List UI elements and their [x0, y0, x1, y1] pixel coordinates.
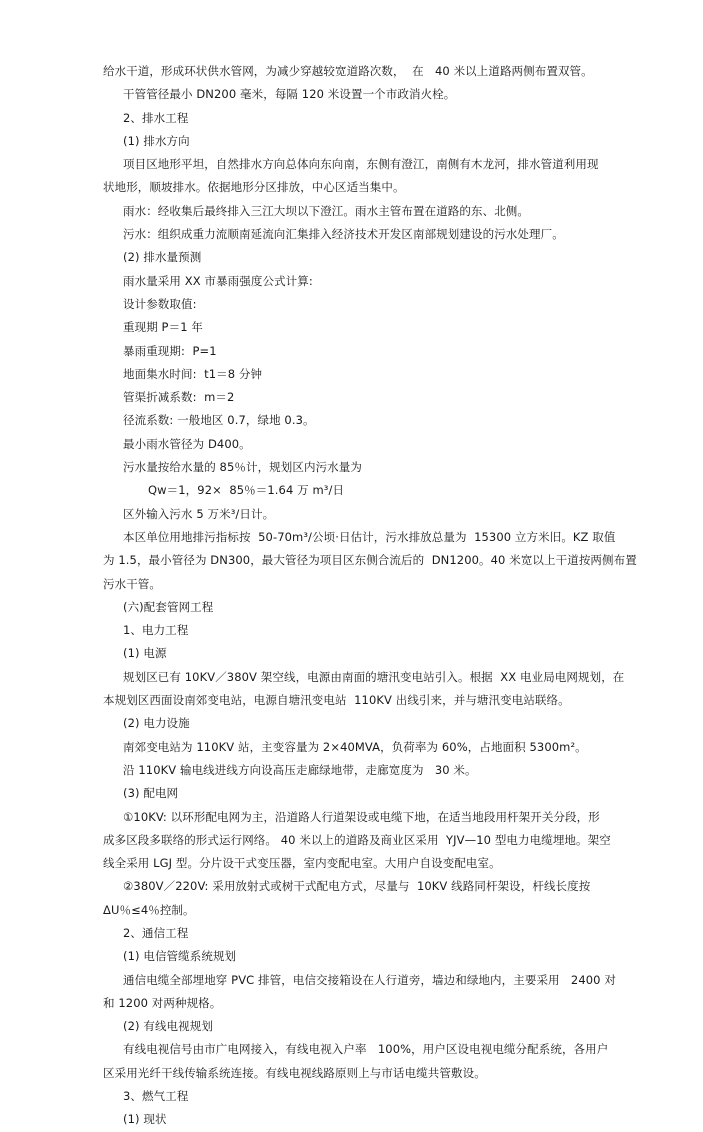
text-line: 1、电力工程 [123, 623, 189, 638]
text-line: 通信电缆全部埋地穿 PVC 排管，电信交接箱设在人行道旁，墙边和绿地内，主要采用 2400 对 [123, 972, 616, 987]
text-line: 管渠折减系数: m＝2 [123, 390, 235, 405]
text-line: 最小雨水管径为 D400。 [123, 436, 251, 451]
text-line: 雨水：经收集后最终排入三江大坝以下澄江。雨水主管布置在道路的东、北侧。 [123, 203, 529, 218]
text-line: 线全采用 LGJ 型。分片设干式变压器，室内变配电室。大用户自设变配电室。 [103, 856, 501, 871]
text-line: 本区单位用地排污指标按 50-70m³/公顷·日估计，污水排放总量为 15300 立方米旧。KZ 取值 [123, 529, 616, 544]
text-line: 为 1.5，最小管径为 DN300，最大管径为项目区东侧合流后的 DN1200。40 米宽以上干道按两侧布置 [103, 553, 637, 568]
text-line: (1) 排水方向 [123, 133, 190, 148]
text-line: 地面集水时间: t1＝8 分钟 [123, 366, 263, 381]
text-line: 规划区已有 10KV／380V 架空线，电源由南面的塘汛变电站引入。根据 XX 电业局电网规划，在 [123, 669, 625, 684]
text-line: 区外输入污水 5 万米³/日计。 [123, 506, 275, 521]
text-line: (2) 有线电视规划 [123, 1019, 213, 1034]
text-line: 2、排水工程 [123, 110, 189, 125]
text-line: 设计参数取值: [123, 296, 197, 311]
text-line: ①10KV: 以环形配电网为主，沿道路人行道架设或电缆下地，在适当地段用杆架开关分段，形 [123, 809, 600, 824]
text-line: 重现期 P＝1 年 [123, 320, 203, 335]
text-line: (1) 现状 [123, 1112, 167, 1127]
text-line: 和 1200 对两种规格。 [103, 995, 222, 1010]
text-line: 给水干道，形成环状供水管网，为减少穿越较宽道路次数， 在 40 米以上道路两侧布置双管。 [103, 64, 593, 78]
text-line: 干管管径最小 DN200 毫米，每隔 120 米设置一个市政消火栓。 [123, 87, 456, 102]
text-line: 径流系数: 一般地区 0.7，绿地 0.3。 [123, 413, 315, 428]
text-line: 沿 110KV 输电线进线方向设高压走廊绿地带，走廊宽度为 30 米。 [123, 762, 477, 777]
text-line: 污水量按给水量的 85％计，规划区内污水量为 [123, 460, 362, 475]
document-page [0, 60, 703, 1132]
text-line: (3) 配电网 [123, 786, 179, 801]
text-line: 2、通信工程 [123, 925, 189, 940]
text-line: 暴雨重现期: P=1 [123, 343, 217, 358]
text-line: 成多区段多联络的形式运行网络。 40 米以上的道路及商业区采用 YJV—10 型电力电缆埋地。架空 [103, 832, 611, 847]
text-line: (六)配套管网工程 [123, 599, 214, 614]
text-line: (2) 排水量预测 [123, 250, 202, 265]
text-line: ②380V／220V: 采用放射式或树干式配电方式，尽量与 10KV 线路同杆架设，杆线长度按 [123, 879, 591, 894]
text-line: ΔU％≤4％控制。 [103, 902, 195, 917]
text-line: 项目区地形平坦，自然排水方向总体向东向南，东侧有澄江，南侧有木龙河，排水管道利用现 [123, 157, 599, 172]
text-line: (1) 电源 [123, 646, 167, 661]
text-line: 3、燃气工程 [123, 1089, 189, 1104]
text-line: 雨水量采用 XX 市暴雨强度公式计算: [123, 273, 313, 288]
text-line: 区采用光纤干线传输系统连接。有线电视线路原则上与市话电缆共管敷设。 [103, 1065, 486, 1080]
text-line: (1) 电信管缆系统规划 [123, 949, 237, 964]
text-line: 南郊变电站为 110KV 站，主变容量为 2×40MVA，负荷率为 60%，占地面积 5300m²。 [123, 739, 587, 754]
text-line: Qw＝1，92× 85％＝1.64 万 m³/日 [148, 483, 345, 498]
text-line: 污水：组织成重力流顺南延流向汇集排入经济技术开发区南部规划建设的污水处理厂。 [123, 227, 564, 242]
text-line: (2) 电力设施 [123, 716, 190, 731]
text-line: 有线电视信号由市广电网接入，有线电视入户率 100%，用户区设电视电缆分配系统，各用户 [123, 1042, 609, 1057]
text-line: 本规划区西面设南郊变电站，电源自塘汛变电站 110KV 出线引来，并与塘汛变电站联络。 [103, 693, 570, 708]
text-line: 状地形，顺坡排水。依据地形分区排放，中心区适当集中。 [103, 180, 405, 195]
text-line: 污水干管。 [103, 576, 161, 591]
